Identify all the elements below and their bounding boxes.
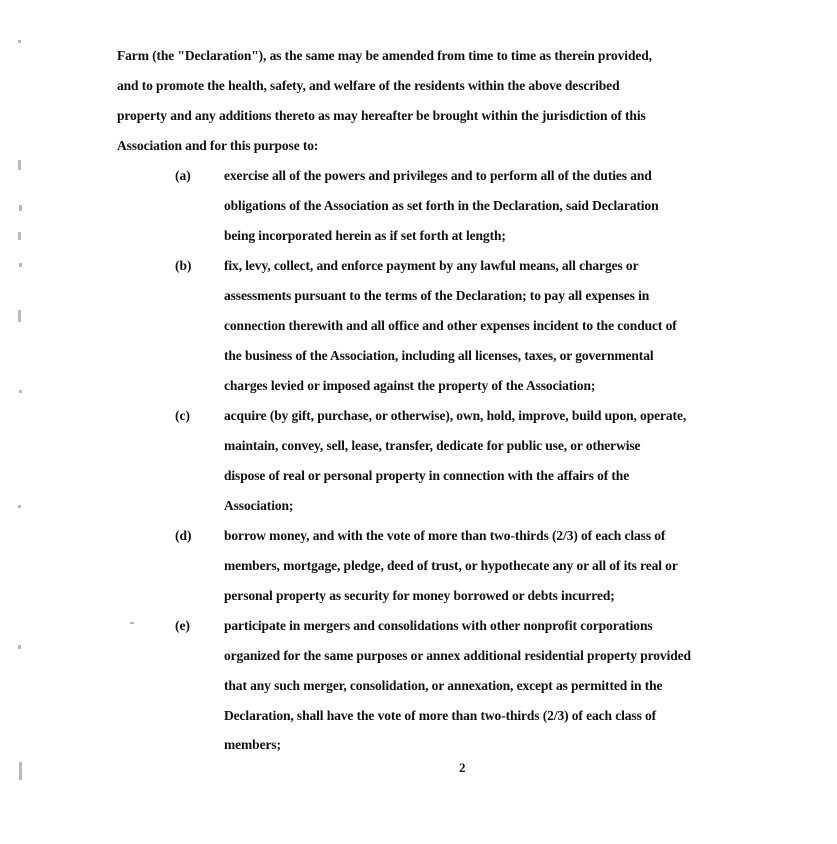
item-line: Declaration, shall have the vote of more than two-thirds (2/3) of each class of xyxy=(224,708,657,723)
item-line: being incorporated herein as if set forth at length; xyxy=(224,228,506,243)
item-line: organized for the same purposes or annex additional residential property provided xyxy=(224,648,691,663)
scan-edge-mark xyxy=(19,762,22,780)
item-line: personal property as security for money borrowed or debts incurred; xyxy=(224,588,615,603)
item-label: (c) xyxy=(175,408,190,423)
item-line: members; xyxy=(224,737,281,752)
item-label: (d) xyxy=(175,528,192,543)
scan-edge-mark xyxy=(130,622,134,624)
intro-line: Farm (the "Declaration"), as the same may be amended from time to time as therein provided, xyxy=(117,48,652,63)
item-line: the business of the Association, including all licenses, taxes, or governmental xyxy=(224,348,654,363)
intro-line: and to promote the health, safety, and welfare of the residents within the above described xyxy=(117,78,620,93)
item-line: that any such merger, consolidation, or annexation, except as permitted in the xyxy=(224,678,663,693)
item-line: exercise all of the powers and privileges and to perform all of the duties and xyxy=(224,168,652,183)
item-line: members, mortgage, pledge, deed of trust, or hypothecate any or all of its real or xyxy=(224,558,678,573)
scan-edge-mark xyxy=(18,160,21,170)
item-line: maintain, convey, sell, lease, transfer, dedicate for public use, or otherwise xyxy=(224,438,641,453)
item-line: participate in mergers and consolidations with other nonprofit corporations xyxy=(224,618,653,633)
scan-edge-mark xyxy=(19,390,22,393)
item-line: assessments pursuant to the terms of the Declaration; to pay all expenses in xyxy=(224,288,650,303)
scan-edge-mark xyxy=(18,232,21,240)
intro-line: Association and for this purpose to: xyxy=(117,138,319,153)
intro-line: property and any additions thereto as may hereafter be brought within the jurisdiction of this xyxy=(117,108,646,123)
scan-edge-mark xyxy=(19,205,22,211)
scan-edge-mark xyxy=(18,310,21,322)
scan-edge-mark xyxy=(19,263,22,267)
item-line: fix, levy, collect, and enforce payment by any lawful means, all charges or xyxy=(224,258,639,273)
item-line: connection therewith and all office and other expenses incident to the conduct of xyxy=(224,318,677,333)
item-label: (b) xyxy=(175,258,192,273)
scan-edge-mark xyxy=(18,505,21,508)
item-line: borrow money, and with the vote of more than two-thirds (2/3) of each class of xyxy=(224,528,666,543)
item-line: Association; xyxy=(224,498,294,513)
page-number: 2 xyxy=(459,760,466,775)
scan-edge-mark xyxy=(18,40,21,43)
item-line: acquire (by gift, purchase, or otherwise), own, hold, improve, build upon, operate, xyxy=(224,408,687,423)
item-line: obligations of the Association as set forth in the Declaration, said Declaration xyxy=(224,198,659,213)
item-label: (e) xyxy=(175,618,190,633)
scan-edge-mark xyxy=(18,645,21,649)
item-line: charges levied or imposed against the property of the Association; xyxy=(224,378,596,393)
item-line: dispose of real or personal property in connection with the affairs of the xyxy=(224,468,630,483)
item-label: (a) xyxy=(175,168,191,183)
